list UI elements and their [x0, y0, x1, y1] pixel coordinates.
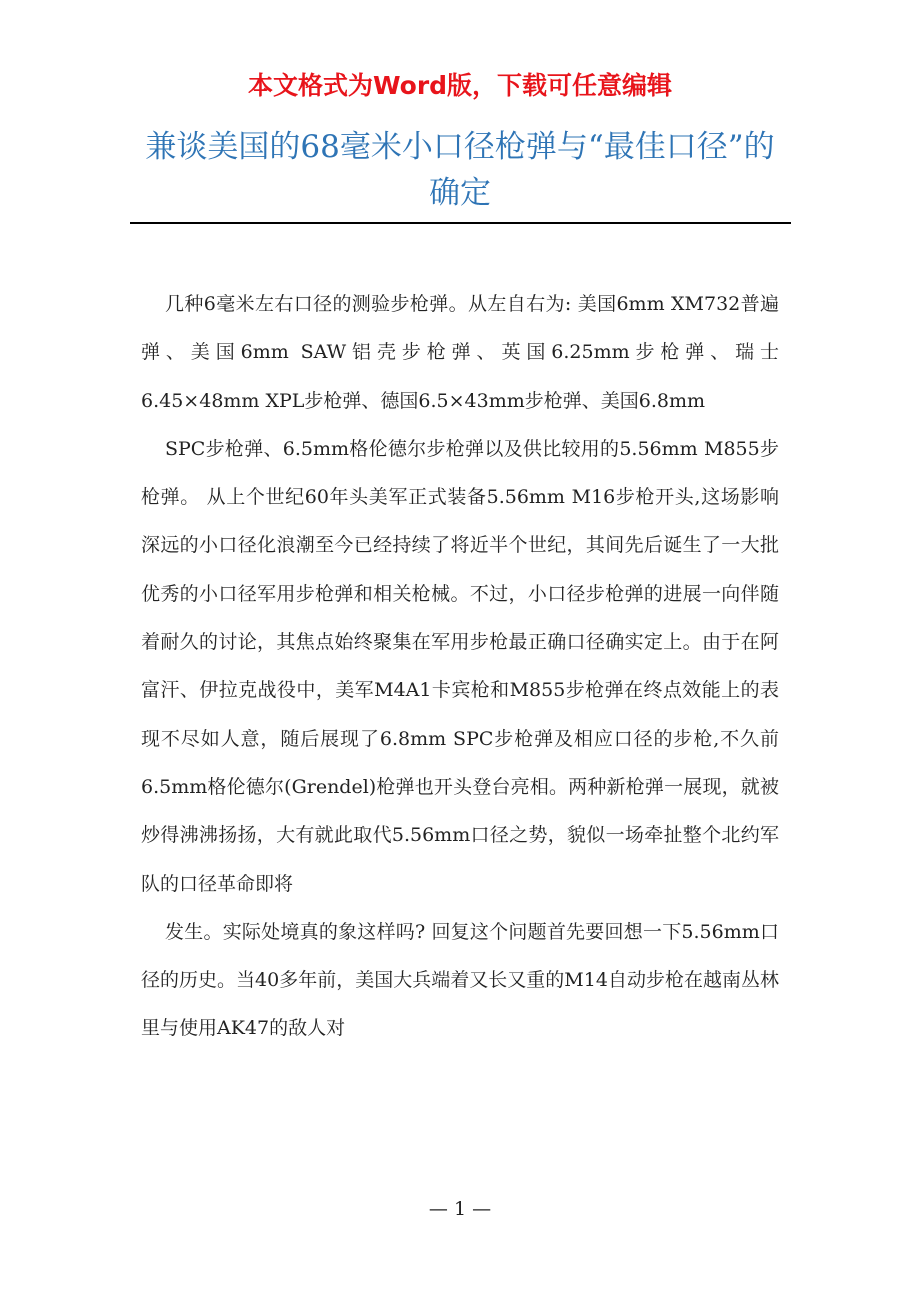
- body-paragraph: SPC步枪弹、6.5mm格伦德尔步枪弹以及供比较用的5.56mm M855步枪弹。 从上个世纪60年头美军正式装备5.56mm M16步枪开头,这场影响深远的小口径化浪潮至今已经持续了将近半个世纪，其间先后诞生了一大批优秀的小口径军用步枪弹和相关枪械。不过，小口径步枪弹的进展一向伴随着耐久的讨论，其焦点始终聚集在军用步枪最正确口径确实定上。由于在阿富汗、伊拉克战役中，美军M4A1卡宾枪和M855步枪弹在终点效能上的表现不尽如人意，随后展现了6.8mm SPC步枪弹及相应口径的步枪,不久前6.5mm格伦德尔(Grendel)枪弹也开头登台亮相。两种新枪弹一展现，就被炒得沸沸扬扬，大有就此取代5.56mm口径之势，貌似一场牵扯整个北约军队的口径革命即将: [141, 437, 779, 895]
- format-notice-banner: 本文格式为Word版，下载可任意编辑: [247, 71, 673, 100]
- document-title: 兼谈美国的68毫米小口径枪弹与“最佳口径”的确定: [145, 129, 775, 211]
- body-paragraph: 几种6毫米左右口径的测验步枪弹。从左自右为: 美国6mm XM732普遍弹、美国6mm SAW铝壳步枪弹、英国6.25mm步枪弹、瑞士6.45×48mm XPL步枪弹、德国6.5×43mm步枪弹、美国6.8mm: [141, 293, 779, 412]
- body-paragraph: 发生。实际处境真的象这样吗? 回复这个问题首先要回想一下5.56mm口径的历史。当40多年前，美国大兵端着又长又重的M14自动步枪在越南丛林里与使用AK47的敌人对: [141, 920, 779, 1040]
- title-divider: [130, 222, 791, 224]
- page-number: — 1 —: [428, 1198, 492, 1220]
- document-body: [141, 280, 779, 1053]
